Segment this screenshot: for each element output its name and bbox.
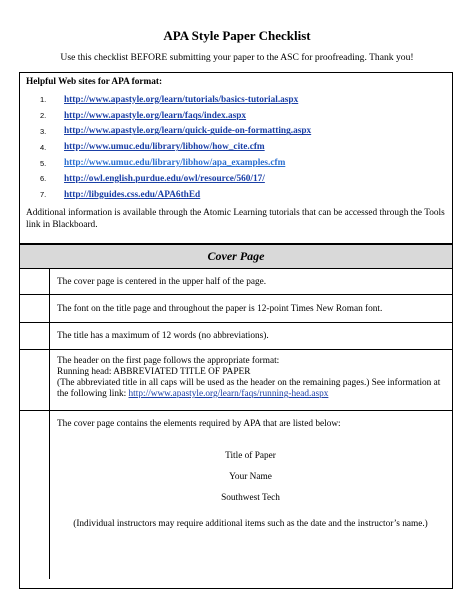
checkbox-cell[interactable] (20, 350, 50, 410)
link-umuc-how-cite[interactable]: http://www.umuc.edu/library/libhow/how_cite.cfm (64, 142, 265, 153)
cover-page-heading: Cover Page (20, 245, 452, 269)
checklist-text: The cover page is centered in the upper half of the page. (57, 276, 267, 287)
link-list (26, 92, 446, 203)
checkbox-cell[interactable] (20, 323, 50, 349)
running-head-example: Running head: ABBREVIATED TITLE OF PAPER (57, 367, 251, 377)
web-sites-heading: Helpful Web sites for APA format: (26, 77, 163, 87)
list-number: 7. (40, 190, 47, 200)
list-number: 5. (40, 158, 47, 168)
header-format-line: The header on the first page follows the appropriate format: (57, 356, 280, 366)
elements-intro: The cover page contains the elements required by APA that are listed below: (57, 419, 341, 429)
list-item (26, 139, 446, 155)
checklist-text (50, 350, 452, 410)
table-row (20, 411, 452, 579)
table-row (20, 295, 452, 323)
link-running-head[interactable]: http://www.apastyle.org/learn/faqs/running-head.aspx (128, 389, 329, 399)
checkbox-cell[interactable] (20, 269, 50, 294)
link-basics-tutorial[interactable]: http://www.apastyle.org/learn/tutorials/basics-tutorial.aspx (64, 94, 299, 105)
checkbox-cell[interactable] (20, 295, 50, 322)
list-number: 3. (40, 126, 47, 136)
table-row (20, 323, 452, 350)
header-note-text: (The abbreviated title in all caps will be used as the header on the remaining pages.) See information at the following link: (57, 378, 441, 399)
header-note (57, 378, 444, 400)
link-libguides[interactable]: http://libguides.css.edu/APA6thEd (64, 189, 201, 200)
checklist-text: The title has a maximum of 12 words (no abbreviations). (57, 331, 269, 341)
table-row (20, 269, 452, 295)
link-purdue-owl[interactable]: http://owl.english.purdue.edu/owl/resource/560/17/ (64, 173, 265, 184)
checklist-text: The font on the title page and throughout the paper is 12-point Times New Roman font. (57, 303, 383, 314)
list-item (26, 108, 446, 124)
list-number: 4. (40, 142, 47, 152)
link-quick-guide[interactable]: http://www.apastyle.org/learn/quick-guide-on-formatting.aspx (64, 126, 312, 137)
list-number: 6. (40, 174, 47, 184)
instructor-note: (Individual instructors may require additional items such as the date and the instructor’s name.) (73, 519, 428, 529)
table-row (20, 350, 452, 411)
page-title: APA Style Paper Checklist (163, 28, 311, 43)
list-number: 1. (40, 95, 47, 105)
page-subtitle: Use this checklist BEFORE submitting your paper to the ASC for proofreading. Thank you! (60, 52, 414, 63)
additional-info: Additional information is available through the Atomic Learning tutorials that can be accessed through the Tools link in Blackboard. (26, 207, 445, 230)
cover-elements-list (57, 451, 444, 503)
element-your-name: Your Name (229, 472, 272, 482)
checklist-text (50, 411, 452, 579)
list-item (26, 124, 446, 140)
link-faqs-index[interactable]: http://www.apastyle.org/learn/faqs/index.aspx (64, 110, 247, 121)
list-item (26, 187, 446, 203)
list-number: 2. (40, 111, 47, 121)
checkbox-cell[interactable] (20, 411, 50, 579)
element-title-of-paper: Title of Paper (225, 451, 276, 461)
list-item (26, 171, 446, 187)
list-item (26, 155, 446, 171)
list-item (26, 92, 446, 108)
link-umuc-apa-examples[interactable]: http://www.umuc.edu/library/libhow/apa_examples.cfm (64, 158, 286, 169)
element-school: Southwest Tech (221, 493, 280, 503)
cover-page-table (19, 244, 453, 589)
web-sites-box (19, 72, 453, 244)
